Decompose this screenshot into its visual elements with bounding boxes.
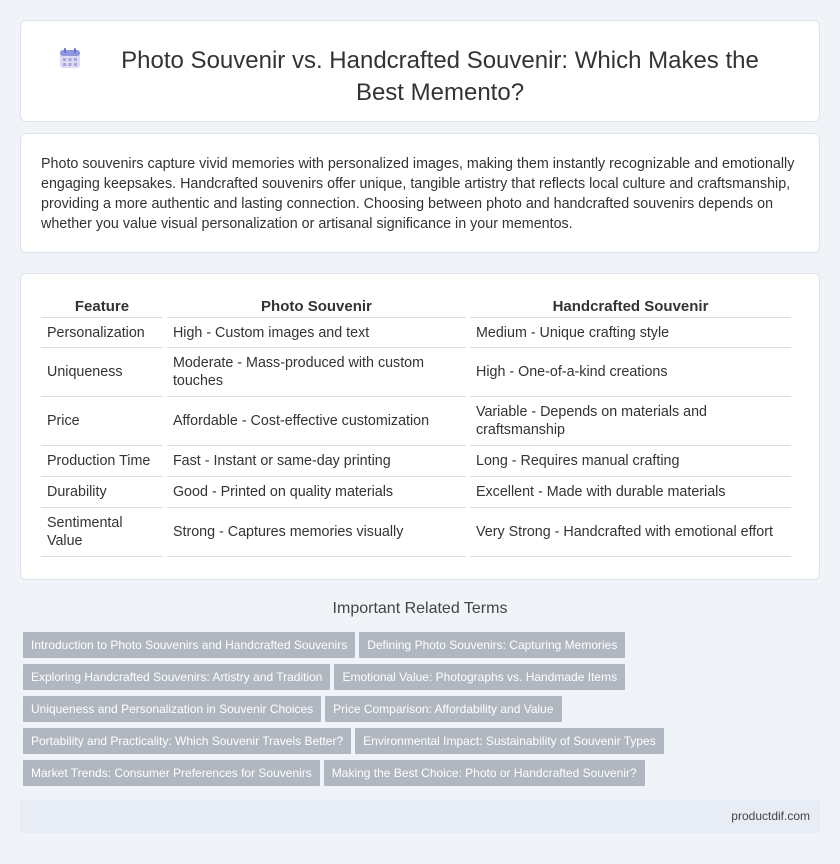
comparison-card: [20, 273, 820, 580]
header-handcrafted-souvenir: Handcrafted Souvenir: [470, 295, 791, 318]
footer: [20, 800, 820, 833]
related-term-tag[interactable]: Emotional Value: Photographs vs. Handmade Items: [334, 664, 625, 690]
related-term-tag[interactable]: Environmental Impact: Sustainability of Souvenir Types: [355, 728, 664, 754]
table-cell: Uniqueness: [41, 348, 163, 397]
table-cell: Production Time: [41, 446, 163, 477]
title-card: [20, 20, 820, 122]
comparison-table: [37, 295, 795, 557]
table-cell: Very Strong - Handcrafted with emotional effort: [470, 508, 791, 557]
table-cell: Moderate - Mass-produced with custom touches: [167, 348, 466, 397]
table-cell: Good - Printed on quality materials: [167, 477, 466, 508]
table-cell: Price: [41, 397, 163, 446]
table-cell: Excellent - Made with durable materials: [470, 477, 791, 508]
table-cell: Personalization: [41, 318, 163, 348]
related-term-tag[interactable]: Uniqueness and Personalization in Souvenir Choices: [23, 696, 321, 722]
related-term-tag[interactable]: Portability and Practicality: Which Souvenir Travels Better?: [23, 728, 351, 754]
table-row: [41, 397, 791, 446]
intro-text: Photo souvenirs capture vivid memories with personalized images, making them instantly recognizable and emotionally engaging keepsakes. Handcrafted souvenirs offer unique, tangible artistry that reflects local culture and craftsmanship, providing a more authentic and lasting connection. Choosing between photo and handcrafted souvenirs depends on whether you value visual personalization or artisanal significance in your mementos.: [41, 156, 795, 232]
related-term-tag[interactable]: Market Trends: Consumer Preferences for Souvenirs: [23, 760, 320, 786]
related-term-tag[interactable]: Introduction to Photo Souvenirs and Handcrafted Souvenirs: [23, 632, 355, 658]
related-term-tag[interactable]: Exploring Handcrafted Souvenirs: Artistry and Tradition: [23, 664, 330, 690]
table-row: [41, 446, 791, 477]
header-feature: Feature: [41, 295, 163, 318]
table-header-row: [41, 295, 791, 318]
table-cell: High - Custom images and text: [167, 318, 466, 348]
table-cell: Variable - Depends on materials and craftsmanship: [470, 397, 791, 446]
table-cell: Fast - Instant or same-day printing: [167, 446, 466, 477]
table-row: [41, 477, 791, 508]
related-term-tag[interactable]: Making the Best Choice: Photo or Handcrafted Souvenir?: [324, 760, 645, 786]
table-row: [41, 348, 791, 397]
table-cell: High - One-of-a-kind creations: [470, 348, 791, 397]
related-terms-list: [23, 632, 823, 792]
table-cell: Affordable - Cost-effective customization: [167, 397, 466, 446]
table-cell: Durability: [41, 477, 163, 508]
table-row: [41, 318, 791, 348]
table-cell: Sentimental Value: [41, 508, 163, 557]
table-row: [41, 508, 791, 557]
table-cell: Medium - Unique crafting style: [470, 318, 791, 348]
table-cell: Long - Requires manual crafting: [470, 446, 791, 477]
header-photo-souvenir: Photo Souvenir: [167, 295, 466, 318]
table-cell: Strong - Captures memories visually: [167, 508, 466, 557]
related-term-tag[interactable]: Defining Photo Souvenirs: Capturing Memories: [359, 632, 625, 658]
related-terms-title: Important Related Terms: [332, 600, 508, 617]
page-title: Photo Souvenir vs. Handcrafted Souvenir: Which Makes the Best Memento?: [121, 47, 759, 106]
intro-card: [20, 133, 820, 253]
footer-site-link[interactable]: productdif.com: [731, 809, 810, 823]
related-term-tag[interactable]: Price Comparison: Affordability and Value: [325, 696, 561, 722]
